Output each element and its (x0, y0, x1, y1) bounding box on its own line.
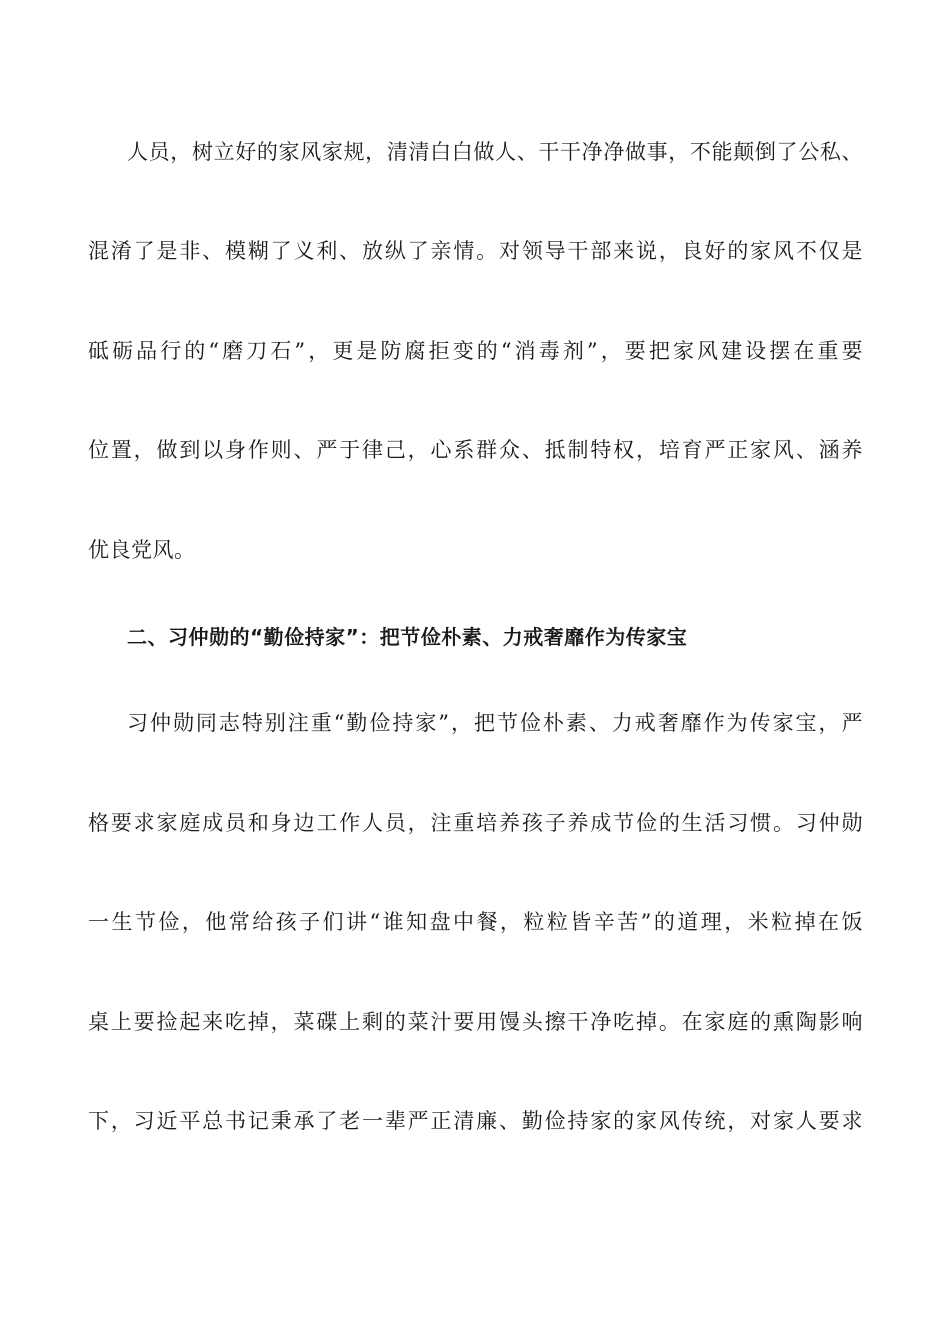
paragraph-2-line-3: 一生节俭，他常给孩子们讲“谁知盘中餐，粒粒皆辛苦”的道理，米粒掉在饭 (88, 910, 863, 934)
paragraph-1-line-2: 混淆了是非、模糊了义利、放纵了亲情。对领导干部来说，良好的家风不仅是 (88, 239, 863, 263)
paragraph-2-line-2: 格要求家庭成员和身边工作人员，注重培养孩子养成节俭的生活习惯。习仲勋 (88, 811, 863, 835)
paragraph-2-line-1: 习仲勋同志特别注重“勤俭持家”，把节俭朴素、力戒奢靡作为传家宝，严 (127, 711, 863, 735)
paragraph-1-line-1: 人员，树立好的家风家规，清清白白做人、干干净净做事，不能颠倒了公私、 (127, 140, 863, 164)
section-heading: 二、习仲勋的“勤俭持家”：把节俭朴素、力戒奢靡作为传家宝 (127, 625, 688, 649)
paragraph-1-line-3: 砥砺品行的“磨刀石”，更是防腐拒变的“消毒剂”，要把家风建设摆在重要 (88, 339, 863, 363)
paragraph-1-line-5: 优良党风。 (88, 538, 196, 562)
paragraph-2-line-5: 下，习近平总书记秉承了老一辈严正清廉、勤俭持家的家风传统，对家人要求 (88, 1109, 863, 1133)
paragraph-1-line-4: 位置，做到以身作则、严于律己，心系群众、抵制特权，培育严正家风、涵养 (88, 438, 863, 462)
paragraph-2-line-4: 桌上要捡起来吃掉，菜碟上剩的菜汁要用馒头擦干净吃掉。在家庭的熏陶影响 (88, 1010, 863, 1034)
